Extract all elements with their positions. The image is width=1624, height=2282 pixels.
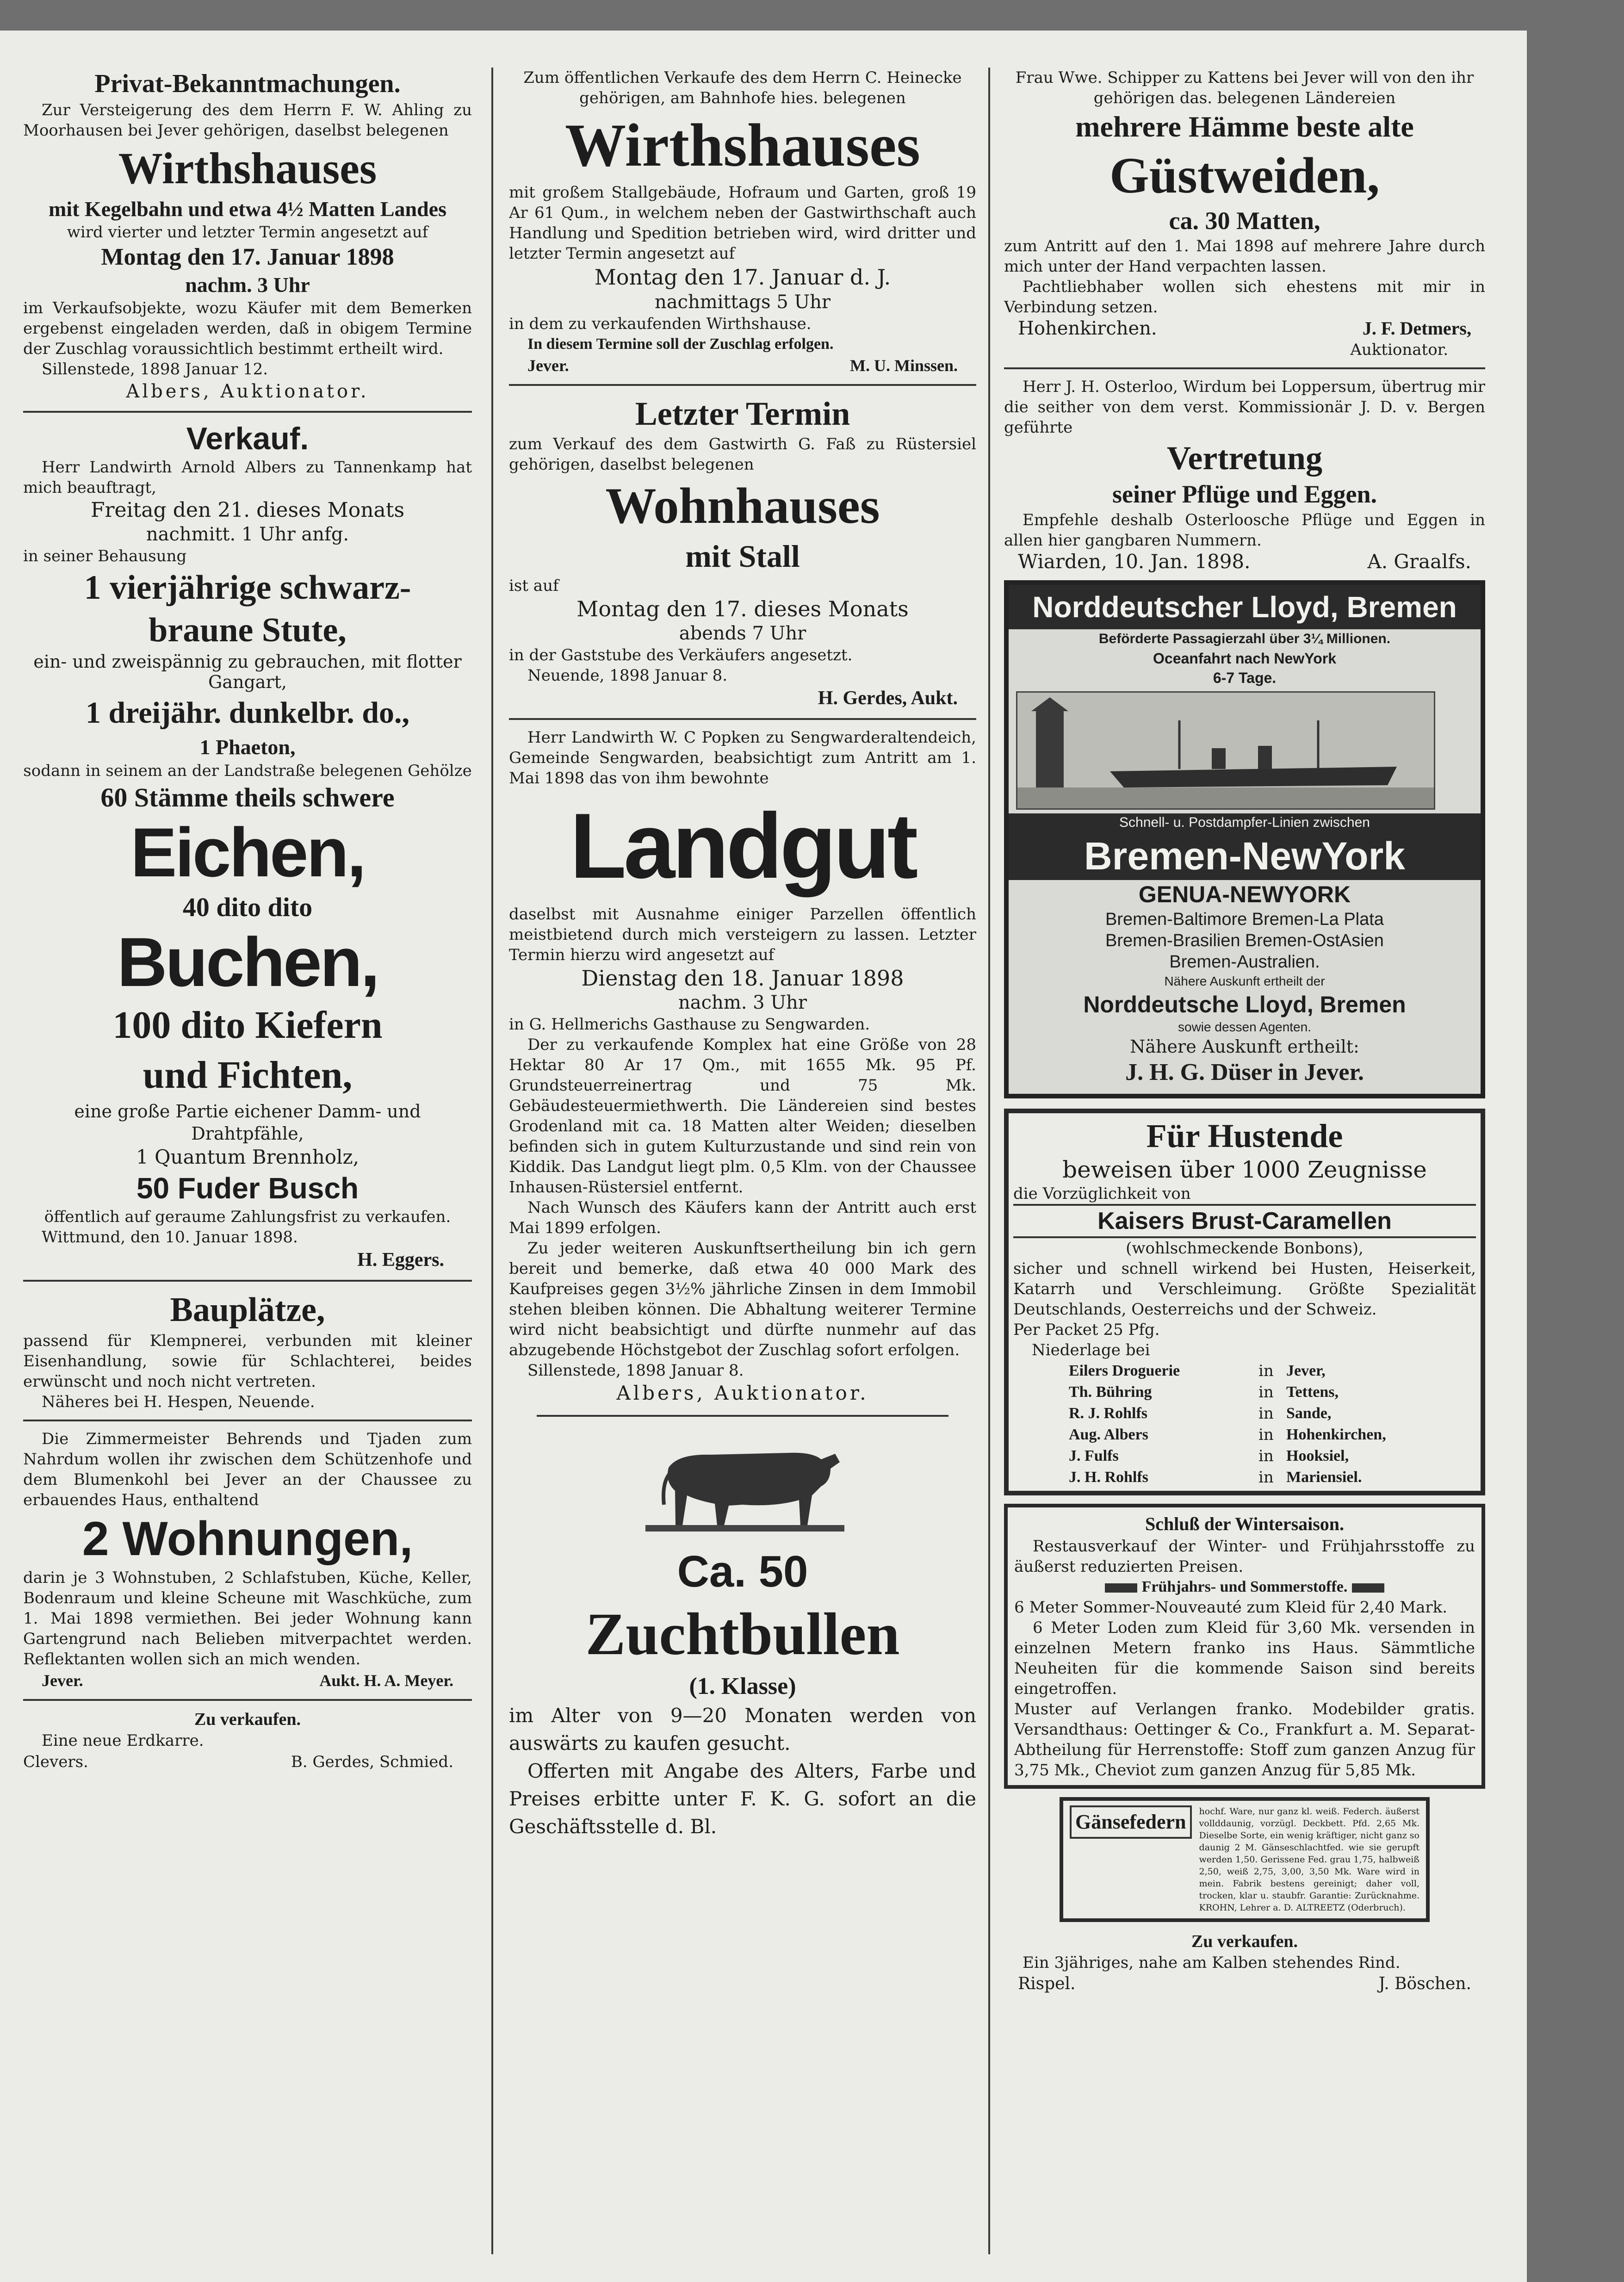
dealer-name: J. Fulfs: [1069, 1447, 1119, 1464]
ad-place: Rispel.: [1018, 1974, 1076, 1993]
lloyd-route: GENUA-NEWYORK: [1138, 881, 1351, 907]
ad-text: Der zu verkaufende Komplex hat eine Größe von 28 Hektar 80 Ar 17 Qm., mit 1655 Mk. 95 Pf. Grundsteuerreinertrag und 75 Mk. Gebäudesteuermiethwerth. Die Ländereien sind bestes Grodenland mit ca. 18 Matten alter Weiden; dieselben befinden sich in gutem Kulturzustande und sind rein von Kiddik. Das Landgut liegt plm. 0,5 Klm. von der Chaussee Inhausen-Rüstersiel entfernt.: [509, 1036, 976, 1197]
clearance-advertisement: [1004, 1504, 1485, 1789]
ad-headline: 2 Wohnungen,: [82, 1512, 413, 1566]
ad-place: Sillenstede, 1898 Januar 8.: [527, 1361, 744, 1380]
ad-text: Ein 3jähriges, nahe am Kalben stehendes Rind.: [1023, 1953, 1401, 1972]
ad-text: hochf. Ware, nur ganz kl. weiß. Federch. äußerst vollddaunig, vorzügl. Deckbett. Pfd. 2,65 Mk. Dieselbe Sorte, ein wenig kräftiger, nicht ganz so daunig 2 M. Gänseschlachtfed. wie sie gerupft werden 1,50. Gerissene Fed. grau 1,75, halbweiß 2,50, weiß 2,75, 3,00, 3,50 Mk. Ware wird in mein. Fabrik bestens gereinigt; daher voll, trocken, klar u. staubfr. Garantie: Zurücknahme. KROHN, Lehrer a. D. ALTREETZ (Oderbruch).: [1199, 1806, 1419, 1913]
ad-time: nachm. 3 Uhr: [185, 273, 310, 297]
ad-subheadline-text: Frühjahrs- und Sommerstoffe.: [1141, 1578, 1348, 1595]
ad-text: sodann in seinem an der Landstraße belegenen Gehölze: [23, 762, 472, 780]
ad-text: zum Antritt auf den 1. Mai 1898 auf mehrere Jahre durch mich unter der Hand verpachten lassen.: [1004, 237, 1485, 276]
dealer-name: Eilers Droguerie: [1069, 1362, 1180, 1379]
ad-text: Nach Wunsch des Käufers kann der Antritt auch erst Mai 1899 erfolgen.: [509, 1198, 976, 1237]
ad-signature: H. Gerdes, Aukt.: [818, 688, 958, 709]
ad-date: Dienstag den 18. Januar 1898: [581, 966, 904, 991]
ad-subheadline: ca. 30 Matten,: [1169, 207, 1320, 235]
ad-headline: Zu verkaufen.: [1191, 1932, 1298, 1951]
lloyd-text: Norddeutsche Lloyd, Bremen: [1083, 992, 1406, 1017]
ad-text: 6 Meter Loden zum Kleid für 3,60 Mk. versenden in einzelnen Metern franko ins Haus. Sämmtliche Neuheiten für die kommende Saison sind bereits eingetroffen.: [1014, 1618, 1475, 1698]
ad-signature-row: [1004, 317, 1485, 340]
pointing-hand-icon: [1105, 1583, 1137, 1593]
ad-signature: A. Graalfs.: [1367, 550, 1471, 573]
ad-subheadline: mit Kegelbahn und etwa 4½ Matten Landes: [49, 197, 446, 221]
pointing-hand-icon: [1352, 1583, 1384, 1593]
dealer-name: Aug. Albers: [1069, 1426, 1148, 1443]
ad-headline: Schluß der Wintersaison.: [1145, 1513, 1345, 1534]
ad-text: (wohlschmeckende Bonbons),: [1126, 1239, 1364, 1258]
ad-item: 60 Stämme theils schwere: [100, 782, 395, 812]
ad-signature: M. U. Minssen.: [850, 356, 958, 375]
dealer-town: Mariensiel.: [1286, 1469, 1362, 1486]
lloyd-text: sowie dessen Agenten.: [1178, 1020, 1311, 1034]
ad-signature: J. Böschen.: [1378, 1974, 1471, 1993]
ad-divider: [537, 1415, 948, 1417]
ad-place: Sillenstede, 1898 Januar 12.: [42, 360, 268, 378]
ad-place: Jever.: [527, 356, 569, 375]
ad-text: Restausverkauf der Winter- und Frühjahrsstoffe zu äußerst reduzierten Preisen.: [1014, 1537, 1475, 1576]
ad-text: Herr Landwirth Arnold Albers zu Tannenkamp hat mich beauftragt,: [23, 458, 472, 497]
ad-headline: Letzter Termin: [635, 395, 850, 432]
ad-subheadline: (1. Klasse): [689, 1673, 796, 1699]
ad-text: Niederlage bei: [1032, 1341, 1150, 1359]
ad-text: darin je 3 Wohnstuben, 2 Schlafstuben, Küche, Keller, Bodenraum und kleine Scheune mit Waschküche, zum 1. Mai 1898 vermiethen. Bei jeder Wohnung kann Gartengrund nach Belieben mitverpachtet werden. Reflektanten wollen sich an mich wenden.: [23, 1569, 472, 1668]
ad-signature: Albers, Auktionator.: [616, 1382, 869, 1404]
ad-text: Näheres bei H. Hespen, Neuende.: [42, 1393, 315, 1411]
dealer-in: in: [1258, 1426, 1274, 1444]
ad-place: Wittmund, den 10. Januar 1898.: [42, 1228, 298, 1246]
dealer-name: Th. Bühring: [1069, 1383, 1152, 1401]
ad-signature: Aukt. H. A. Meyer.: [319, 1671, 453, 1690]
ad-text: im Verkaufsobjekte, wozu Käufer mit dem Bemerken ergebenst eingeladen werden, daß in obigem Termine der Zuschlag voraussichtlich bestimmt ertheilt wird.: [23, 299, 472, 358]
ad-place: Clevers.: [23, 1753, 88, 1771]
ad-date: Montag den 17. Januar 1898: [101, 244, 394, 270]
ad-signature: B. Gerdes, Schmied.: [291, 1753, 453, 1771]
ad-divider: [23, 1699, 472, 1701]
ad-text: in dem zu verkaufenden Wirthshause.: [509, 315, 812, 333]
ad-place: Wiarden, 10. Jan. 1898.: [1018, 550, 1251, 573]
ad-time: nachmittags 5 Uhr: [654, 291, 831, 313]
ad-divider: [509, 718, 976, 720]
ad-text: Zur Versteigerung des dem Herrn F. W. Ahling zu Moorhausen bei Jever gehörigen, daselbst belegenen: [23, 101, 472, 140]
lloyd-text: Nähere Auskunft ertheilt der: [1164, 974, 1325, 988]
ad-date: Montag den 17. Januar d. J.: [594, 265, 891, 290]
dealer-in: in: [1258, 1468, 1274, 1487]
ad-divider: [23, 1280, 472, 1282]
column-right: [1004, 68, 1485, 2254]
ad-text: Die Zimmermeister Behrends und Tjaden zum Nahrdum wollen ihr zwischen dem Schützenhofe und dem Blumenkohl bei Jever an der Chaussee zu erbauendes Haus, enthaltend: [23, 1430, 472, 1509]
ad-text: öffentlich auf geraume Zahlungsfrist zu verkaufen.: [44, 1208, 451, 1226]
lloyd-text: Schnell- u. Postdampfer-Linien zwischen: [1009, 813, 1481, 832]
ad-time: nachmitt. 1 Uhr anfg.: [146, 524, 349, 545]
ad-headline: Zuchtbullen: [585, 1601, 900, 1668]
ad-headline: Gänsefedern: [1070, 1805, 1192, 1839]
ad-signature: H. Eggers.: [357, 1249, 444, 1271]
ad-headline: Wohnhauses: [605, 477, 880, 534]
dealer-town: Sande,: [1286, 1405, 1332, 1422]
ad-text: ein- und zweispännig zu gebrauchen, mit flotter Gangart,: [33, 651, 462, 692]
ad-item: 100 dito Kiefern: [112, 1004, 383, 1047]
ad-signature-row: [1004, 1973, 1485, 1995]
ad-subheadline: beweisen über 1000 Zeugnisse: [1062, 1156, 1427, 1183]
ad-text: daselbst mit Ausnahme einiger Parzellen öffentlich meistbietend durch mich versteigern zu lassen. Letzter Termin hierzu wird angesetzt auf: [509, 905, 976, 964]
dealer-town: Tettens,: [1286, 1383, 1339, 1401]
ad-text: ist auf: [509, 577, 559, 595]
ad-item: 1 vierjährige schwarz-: [84, 569, 411, 607]
ad-signature-row: [23, 1669, 472, 1692]
lloyd-advertisement: [1004, 580, 1485, 1098]
ad-headline: Landgut: [570, 794, 916, 898]
ad-headline: Vertretung: [1167, 440, 1322, 477]
ad-item: 1 dreijähr. dunkelbr. do.,: [86, 696, 409, 730]
column-rule: [988, 68, 990, 2254]
dealer-name: J. H. Rohlfs: [1069, 1469, 1148, 1486]
ad-text: Zu jeder weiteren Auskunftsertheilung bin ich gern bereit und bemerke, daß etwa 40 000 Mark des Kaufpreises gegen 3½% jährliche Zinsen in dem Immobil stehen bleiben können. Die Abhaltung weiterer Termine wird nicht beabsichtigt und dürfte nunmehr auf das abzugebende Höchstgebot der Zuschlag sofort erfolgen.: [509, 1239, 976, 1359]
ad-item: und Fichten,: [143, 1054, 353, 1097]
ad-text: zum Verkauf des dem Gastwirth G. Faß zu Rüstersiel gehörigen, daselbst belegenen: [509, 435, 976, 474]
ad-time: nachm. 3 Uhr: [678, 992, 807, 1013]
ad-text: Herr J. H. Osterloo, Wirdum bei Loppersum, übertrug mir die seither von dem verst. Kommissionär J. D. v. Bergen geführte: [1004, 378, 1485, 437]
ad-time: abends 7 Uhr: [679, 623, 806, 644]
ad-text: Eine neue Erdkarre.: [42, 1731, 204, 1750]
lloyd-agent: J. H. G. Düser in Jever.: [1125, 1059, 1364, 1085]
ad-text: sicher und schnell wirkend bei Husten, Heiserkeit, Katarrh und Verschleimung. Größte Spezialität Deutschlands, Oesterreichs und der Schweiz.: [1013, 1259, 1476, 1319]
ad-date: Montag den 17. dieses Monats: [576, 596, 909, 621]
ad-headline: Verkauf.: [186, 421, 309, 456]
ad-place: Hohenkirchen.: [1018, 318, 1157, 339]
ad-signature-row: [1004, 551, 1485, 573]
dealer-town: Jever,: [1286, 1362, 1326, 1379]
ad-text: in G. Hellmerichs Gasthause zu Sengwarden.: [509, 1015, 870, 1034]
ad-text: passend für Klempnerei, verbunden mit kleiner Eisenhandlung, sowie für Schlachterei, beides erwünscht und noch nicht vertreten.: [23, 1332, 472, 1391]
lloyd-text: Beförderte Passagierzahl über 3¼ Millionen.: [1098, 631, 1391, 646]
ad-item-large: Buchen,: [117, 923, 378, 1001]
caramel-advertisement: [1004, 1109, 1485, 1495]
lloyd-route: Bremen-Brasilien Bremen-OstAsien: [1105, 931, 1384, 950]
section-title: Privat-Bekanntmachungen.: [94, 69, 401, 98]
ad-text: Empfehle deshalb Osterloosche Pflüge und Eggen in allen hier gangbaren Nummern.: [1004, 511, 1485, 550]
lloyd-title: Norddeutscher Lloyd, Bremen: [1009, 585, 1481, 629]
lloyd-text: Nähere Auskunft ertheilt:: [1130, 1036, 1359, 1057]
ad-signature: J. F. Detmers,: [1362, 318, 1471, 339]
ad-subheadline: seiner Pflüge und Eggen.: [1112, 480, 1377, 508]
ad-text: Offerten mit Angabe des Alters, Farbe und Preises erbitte unter F. K. G. sofort an die Geschäftsstelle d. Bl.: [509, 1760, 976, 1838]
ad-item: 40 dito dito: [182, 892, 313, 922]
dealer-in: in: [1258, 1447, 1274, 1465]
column-middle: [509, 68, 976, 2254]
steamship-illustration: [1016, 691, 1435, 810]
ad-text: Pachtliebhaber wollen sich ehestens mit mir in Verbindung setzen.: [1004, 278, 1485, 316]
lloyd-text: 6-7 Tage.: [1213, 670, 1277, 686]
lloyd-route: Bremen-Australien.: [1169, 952, 1320, 972]
ad-signature-row: [509, 354, 976, 377]
ad-headline: Ca. 50: [677, 1547, 808, 1596]
ad-headline: Wirthshauses: [565, 111, 920, 179]
ad-divider: [23, 411, 472, 413]
ad-text: die Vorzüglichkeit von: [1013, 1184, 1191, 1203]
lloyd-route: Bremen-Baltimore Bremen-La Plata: [1105, 910, 1384, 929]
lloyd-text: Oceanfahrt nach NewYork: [1153, 650, 1336, 667]
ad-divider: [23, 1420, 472, 1421]
ad-text: eine große Partie eichener Damm- und Drahtpfähle,: [74, 1101, 421, 1144]
ad-text: Herr Landwirth W. C Popken zu Sengwarderaltendeich, Gemeinde Sengwarden, beabsichtigt zum Antritt am 1. Mai 1898 das von ihm bewohnte: [509, 728, 976, 788]
ad-item: 50 Fuder Busch: [136, 1172, 359, 1205]
ad-divider: [1004, 367, 1485, 369]
ad-subheadline: mit Stall: [685, 539, 800, 574]
ad-headline: Wirthshauses: [118, 143, 377, 193]
ad-headline: Zu verkaufen.: [194, 1710, 301, 1729]
dealer-in: in: [1258, 1362, 1274, 1380]
column-left: [23, 68, 472, 2254]
ad-signature: Auktionator.: [1350, 341, 1448, 359]
ad-item: 1 Phaeton,: [199, 735, 296, 759]
ad-headline: Für Hustende: [1146, 1117, 1343, 1154]
ad-text: In diesem Termine soll der Zuschlag erfolgen.: [527, 335, 834, 353]
ad-place: Jever.: [42, 1671, 83, 1690]
ad-text: 1 Quantum Brennholz,: [136, 1146, 359, 1168]
feathers-advertisement: [1060, 1797, 1430, 1922]
ad-headline: mehrere Hämme beste alte: [1075, 110, 1414, 143]
ad-date: Freitag den 21. dieses Monats: [90, 498, 405, 522]
dealer-town: Hohenkirchen,: [1286, 1426, 1386, 1443]
ad-subheadline: [1014, 1577, 1475, 1597]
ad-text: mit großem Stallgebäude, Hofraum und Garten, groß 19 Ar 61 Qum., in welchem neben der Gastwirthschaft auch Handlung und Spedition betrieben wird, wird dritter und letzter Termin angesetzt auf: [509, 183, 976, 263]
ad-text: Per Packet 25 Pfg.: [1013, 1321, 1160, 1339]
ad-text: in der Gaststube des Verkäufers angesetzt.: [509, 646, 853, 664]
lloyd-route-main: Bremen-NewYork: [1009, 832, 1481, 880]
newspaper-page: [0, 31, 1527, 2282]
ad-text: 6 Meter Sommer-Nouveauté zum Kleid für 2,40 Mark.: [1014, 1598, 1448, 1617]
ad-item: braune Stute,: [149, 611, 347, 649]
ad-headline: Güstweiden,: [1110, 147, 1380, 204]
ad-item-large: Eichen,: [130, 813, 365, 891]
ad-signature: Albers, Auktionator.: [126, 381, 369, 402]
ad-text: Zum öffentlichen Verkaufe des dem Herrn C. Heinecke gehörigen, am Bahnhofe hies. belegenen: [523, 68, 962, 107]
dealer-name: R. J. Rohlfs: [1069, 1405, 1148, 1422]
ad-text: wird vierter und letzter Termin angesetzt auf: [67, 223, 428, 242]
dealer-in: in: [1258, 1404, 1274, 1423]
ad-text: Muster auf Verlangen franko. Modebilder gratis. Versandthaus: Oettinger & Co., Frankfurt a. M. Separat-Abtheilung für Herrenstoffe: Stoff zum ganzen Anzug für 3,75 Mk., Cheviot zum ganzen Anzug für 5,85 Mk.: [1014, 1700, 1475, 1780]
ad-headline: Bauplätze,: [170, 1291, 325, 1329]
dealer-list: [1013, 1360, 1476, 1488]
ad-text: Frau Wwe. Schipper zu Kattens bei Jever will von den ihr gehörigen das. belegenen Ländereien: [1015, 68, 1474, 107]
bull-illustration: [636, 1426, 849, 1546]
column-rule: [491, 68, 493, 2254]
ad-place: Neuende, 1898 Januar 8.: [527, 666, 728, 685]
dealer-in: in: [1258, 1383, 1274, 1401]
ad-text: im Alter von 9—20 Monaten werden von auswärts zu kaufen gesucht.: [509, 1704, 976, 1755]
product-name: Kaisers Brust-Caramellen: [1013, 1204, 1476, 1238]
ad-divider: [509, 384, 976, 386]
ad-text: in seiner Behausung: [23, 547, 187, 565]
ad-signature-row: [23, 1751, 472, 1773]
dealer-town: Hooksiel,: [1286, 1447, 1349, 1464]
